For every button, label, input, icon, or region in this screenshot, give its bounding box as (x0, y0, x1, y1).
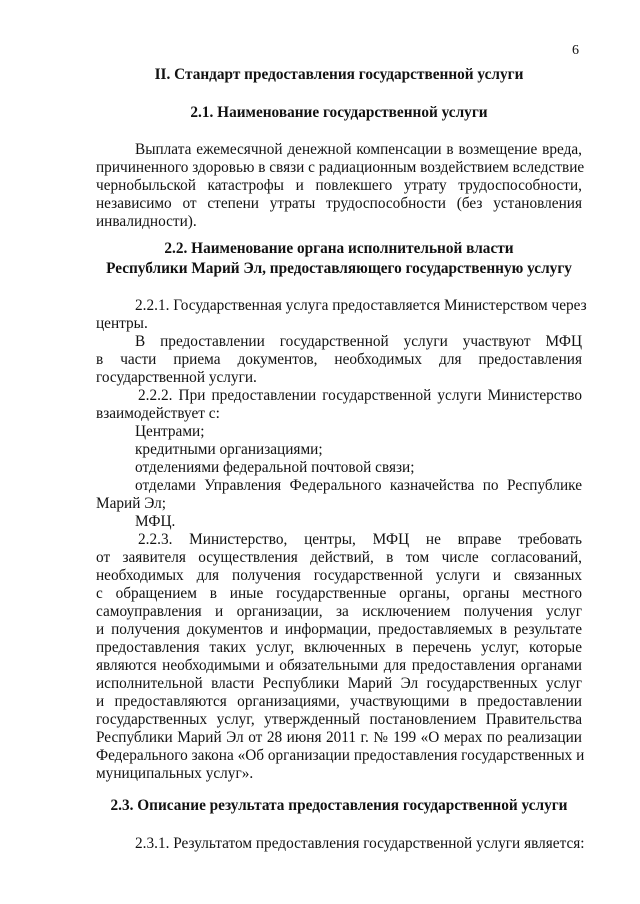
paragraph-line: Республики Марий Эл от 28 июня 2011 г. № 199 «О мерах по реализации (96, 729, 582, 746)
paragraph-line: муниципальных услуг». (96, 765, 254, 782)
paragraph-line: 2.3.1. Результатом предоставления государственной услуги является: (135, 835, 585, 852)
paragraph-line: независимо от степени утраты трудоспособности (без установления (96, 195, 582, 212)
paragraph-line: и предоставляются организациями, участвующими в предоставлении (96, 693, 582, 710)
paragraph-line: предоставления таких услуг, включенных в перечень услуг, которые (96, 639, 582, 656)
paragraph-line: Федерального закона «Об организации предоставления государственных и (96, 747, 585, 764)
paragraph-line: государственной услуги. (96, 369, 257, 386)
subsection-heading-2-3: 2.3. Описание результата предоставления государственной услуги (110, 797, 568, 814)
paragraph-line: инвалидности). (96, 213, 197, 230)
paragraph-line: взаимодействует с: (96, 405, 220, 422)
paragraph-line: Выплата ежемесячной денежной компенсации в возмещение вреда, (135, 141, 582, 158)
subsection-heading-2-2: 2.2. Наименование органа исполнительной власти (164, 240, 514, 257)
paragraph-line: в части приема документов, необходимых для предоставления (96, 351, 582, 368)
paragraph-line: причиненного здоровью в связи с радиационным воздействием вследствие (96, 159, 585, 176)
list-item: отделениями федеральной почтовой связи; (135, 459, 415, 476)
paragraph-line: чернобыльской катастрофы и повлекшего утрату трудоспособности, (96, 177, 582, 194)
section-heading: II. Стандарт предоставления государственной услуги (154, 66, 524, 83)
subsection-heading-2-1: 2.1. Наименование государственной услуги (190, 104, 488, 121)
paragraph-line: 2.2.2. При предоставлении государственной услуги Министерство (138, 387, 582, 404)
paragraph-line: с обращением в иные государственные органы, органы местного (96, 585, 582, 602)
list-item: Марий Эл; (96, 495, 167, 512)
paragraph-line: необходимых для получения государственной услуги и связанных (96, 567, 582, 584)
list-item: МФЦ. (135, 513, 176, 530)
page-number: 6 (572, 43, 579, 58)
paragraph-line: исполнительной власти Республики Марий Эл государственных услуг (96, 675, 582, 692)
paragraph-line: центры. (96, 315, 148, 332)
paragraph-line: 2.2.1. Государственная услуга предоставляется Министерством через (135, 297, 587, 314)
paragraph-line: 2.2.3. Министерство, центры, МФЦ не вправе требовать (138, 531, 582, 548)
list-item: Центрами; (135, 423, 205, 440)
paragraph-line: и получения документов и информации, предоставляемых в результате (96, 621, 582, 638)
paragraph-line: от заявителя осуществления действий, в том числе согласований, (96, 549, 582, 566)
list-item: кредитными организациями; (135, 441, 323, 458)
list-item: отделами Управления Федерального казначейства по Республике (135, 477, 582, 494)
paragraph-line: В предоставлении государственной услуги участвуют МФЦ (135, 333, 582, 350)
paragraph-line: самоуправления и организации, за исключением получения услуг (96, 603, 582, 620)
paragraph-line: государственных услуг, утвержденный постановлением Правительства (96, 711, 582, 728)
subsection-heading-2-2: Республики Марий Эл, предоставляющего государственную услугу (106, 260, 572, 277)
paragraph-line: являются необходимыми и обязательными для предоставления органами (96, 657, 582, 674)
